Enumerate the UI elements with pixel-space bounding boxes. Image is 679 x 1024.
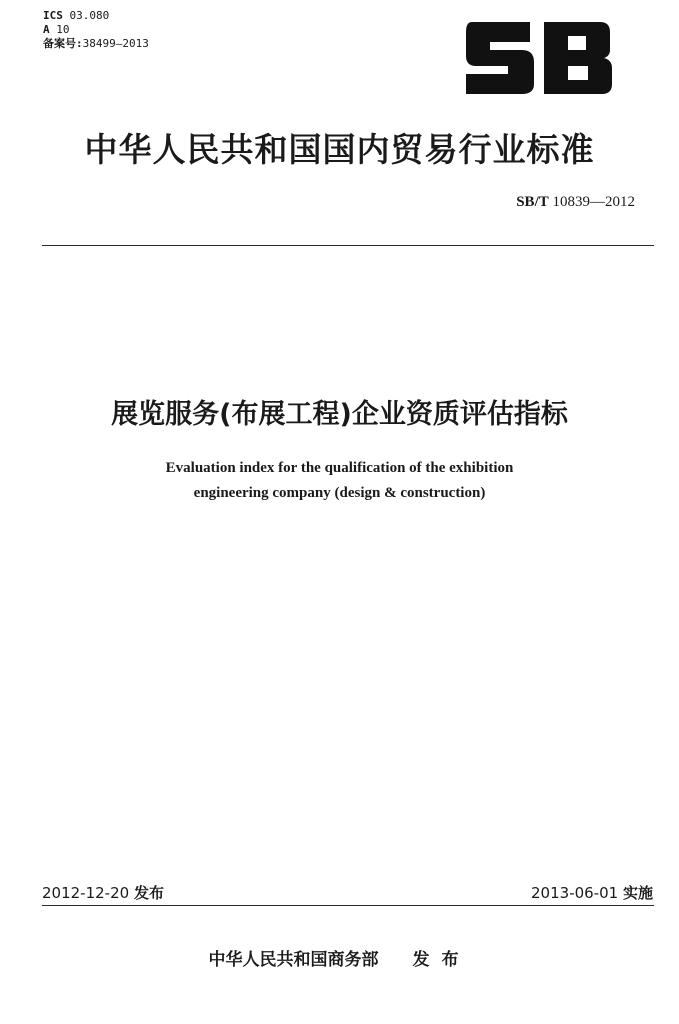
class-label: A <box>43 23 50 36</box>
standard-number <box>516 194 635 211</box>
effective-date-label: 实施 <box>622 884 653 902</box>
issue-date <box>42 882 164 903</box>
record-value: 38499—2013 <box>82 37 149 50</box>
sb-logo <box>464 22 613 94</box>
effective-date <box>531 882 653 903</box>
issuing-authority-title: 中华人民共和国国内贸易行业标准 <box>84 130 595 169</box>
document-title-chinese: 展览服务(布展工程)企业资质评估指标 <box>111 399 568 430</box>
ics-code <box>43 9 109 22</box>
ics-label: ICS <box>43 9 63 22</box>
publisher-name: 中华人民共和国商务部 <box>208 950 379 970</box>
standard-code: 10839—2012 <box>552 194 635 210</box>
top-divider <box>42 245 654 246</box>
standard-prefix: SB/T <box>516 194 549 210</box>
issue-date-value: 2012-12-20 <box>42 884 130 902</box>
bottom-divider <box>42 905 654 906</box>
classification-code <box>43 23 70 36</box>
publisher <box>0 945 679 970</box>
issue-date-label: 发布 <box>133 884 164 902</box>
record-number <box>43 37 149 50</box>
class-value: 10 <box>56 23 70 36</box>
record-label: 备案号: <box>43 37 83 50</box>
ics-value: 03.080 <box>69 9 110 22</box>
document-title-english-line2: engineering company (design & construction) <box>193 485 486 501</box>
effective-date-value: 2013-06-01 <box>531 884 619 902</box>
publisher-action: 发布 <box>412 950 471 970</box>
document-title-english-line1: Evaluation index for the qualification of the exhibition <box>165 460 514 476</box>
